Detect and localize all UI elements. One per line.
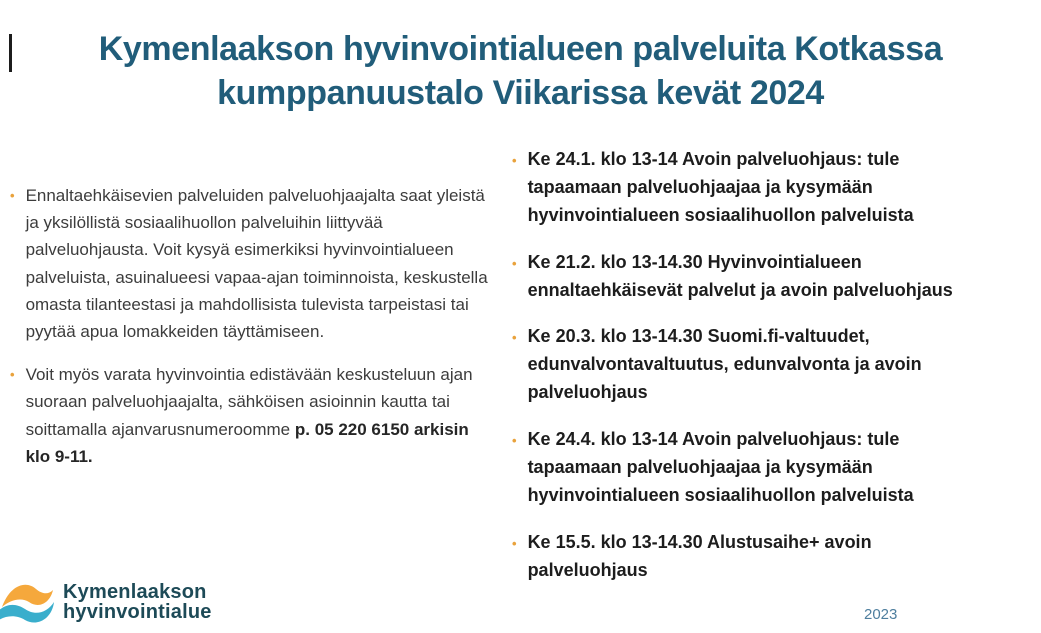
list-item [512, 529, 982, 585]
list-item-text: Ke 21.2. klo 13-14.30 Hyvinvointialueen ennaltaehkäisevät palvelut ja avoin palveluohjaus [527, 251, 953, 300]
list-item [10, 361, 494, 470]
bullet-icon: • [10, 367, 15, 383]
bullet-icon: • [10, 188, 15, 203]
list-item-text: Ke 24.1. klo 13-14 Avoin palveluohjaus: tule tapaamaan palveluohjaajaa ja kysymään hyvinvointialueen sosiaalihuollon palveluista [527, 149, 914, 225]
list-item-text: Ke 20.3. klo 13-14.30 Suomi.fi-valtuudet, edunvalvontavaltuutus, edunvalvonta ja avoin palveluohjaus [527, 326, 922, 403]
page-title-line2: kumppanuustalo Viikarissa kevät 2024 [217, 73, 824, 112]
list-item-text: Ke 15.5. klo 13-14.30 Alustusaihe+ avoin palveluohjaus [527, 531, 872, 580]
list-item-text [26, 182, 494, 345]
bullet-icon: • [512, 535, 517, 551]
page-title-line1: Kymenlaakson hyvinvointialueen palveluita Kotkassa [98, 30, 943, 68]
slide-title-block [12, 28, 1029, 115]
slide-year-label: 2023 [864, 606, 898, 623]
logo-wave-orange [2, 585, 53, 607]
logo-text-line2: hyvinvointialue [63, 601, 212, 623]
bullet-icon: • [512, 153, 517, 168]
bullet-icon: • [512, 330, 517, 346]
list-item [512, 249, 982, 305]
list-item-text-bold: p. 05 220 6150 arkisin klo 9-11. [25, 419, 469, 466]
logo-text [63, 582, 212, 622]
wave-logo-icon [0, 576, 57, 628]
organization-logo [0, 576, 212, 628]
list-item [512, 146, 982, 230]
list-item-text [26, 361, 494, 470]
list-item-text: Ke 24.4. klo 13-14 Avoin palveluohjaus: tule tapaamaan palveluohjaajaa ja kysymään hyvinvointialueen sosiaalihuollon palveluista [527, 429, 914, 505]
text-cursor [9, 34, 12, 72]
right-bullet-list [512, 146, 982, 604]
bullet-icon: • [512, 255, 517, 271]
left-bullet-list [10, 182, 494, 486]
list-item-text-regular: Voit myös varata hyvinvointia edistävään keskusteluun ajan suoraan palveluohjaajalta, sähköisen asioinnin kautta tai soittamalla ajanvarusnumeroomme [25, 365, 473, 439]
page-title [12, 28, 1029, 115]
logo-text-line1: Kymenlaakson [63, 581, 207, 603]
list-item [10, 182, 494, 345]
bullet-icon: • [512, 433, 517, 449]
logo-wave-cyan [0, 602, 54, 623]
list-item [512, 426, 982, 510]
list-item-text-regular: Ennaltaehkäisevien palveluiden palveluohjaajalta saat yleistä ja yksilöllistä sosiaalihuollon palveluihin liittyvää palveluohjausta. Voit kysyä esimerkiksi hyvinvointialueen palveluista, asuinalueesi vapaa-ajan toiminnoista, keskustella omasta tilanteestasi ja mahdollisista tulevista tarpeistasi tai pyytää apua lomakkeiden täyttämiseen. [25, 186, 488, 341]
list-item [512, 323, 982, 407]
